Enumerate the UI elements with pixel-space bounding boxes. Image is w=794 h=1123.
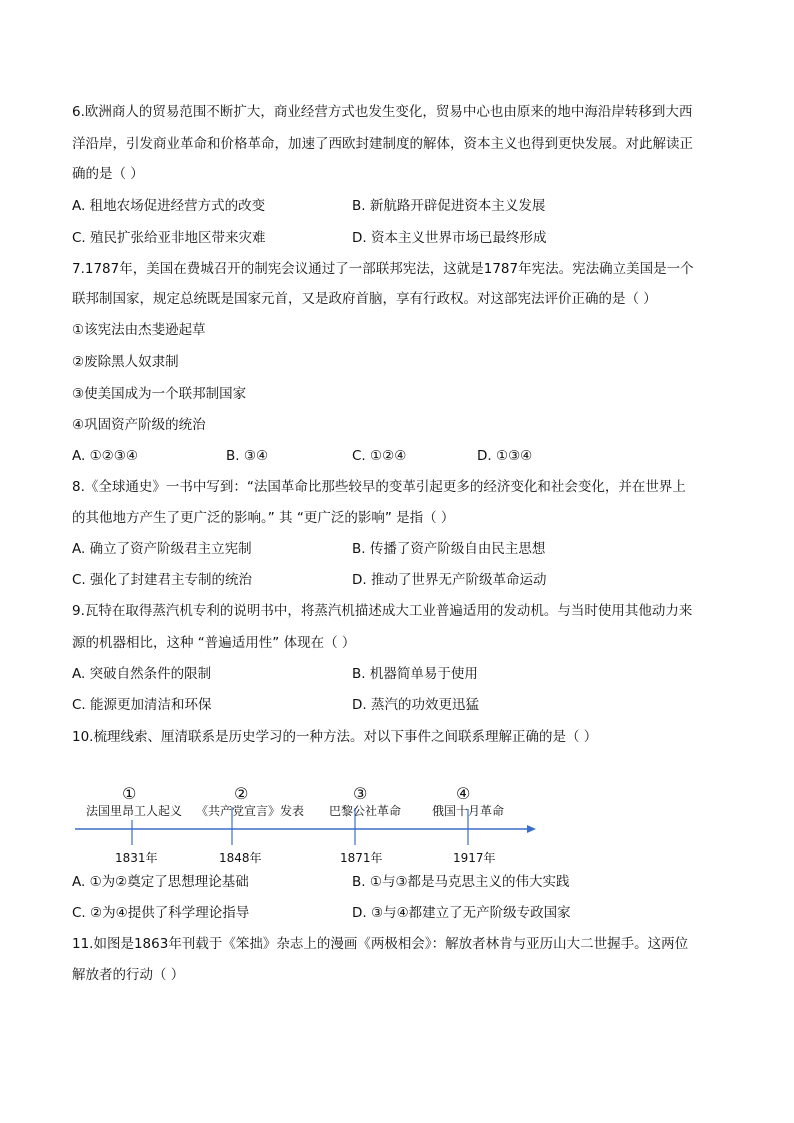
timeline-event-4-number: ④: [456, 784, 471, 803]
q7-option-d: D. ①③④: [477, 448, 533, 464]
q10-option-a: A. ①为②奠定了思想理论基础: [72, 874, 249, 890]
timeline-event-3-year: 1871年: [340, 851, 383, 865]
q7-stem-line2: 联邦制国家，规定总统既是国家元首，又是政府首脑，享有行政权。对这部宪法评价正确的是（ ）: [72, 291, 657, 307]
q7-option-c: C. ①②④: [352, 448, 407, 464]
q9-option-d: D. 蒸汽的功效更迅猛: [352, 697, 479, 713]
q8-option-c: C. 强化了封建君主专制的统治: [72, 572, 253, 588]
q9-option-a: A. 突破自然条件的限制: [72, 666, 212, 682]
q10-timeline-figure: [70, 782, 550, 864]
q7-option-b: B. ③④: [226, 448, 269, 464]
timeline-event-2-year: 1848年: [219, 851, 262, 865]
q8-stem-line2: 的其他地方产生了更广泛的影响。” 其 “更广泛的影响” 是指（ ）: [72, 510, 455, 526]
timeline-event-3-label: 巴黎公社革命: [329, 804, 402, 818]
timeline-event-2-number: ②: [234, 784, 249, 803]
q9-stem-line1: 9.瓦特在取得蒸汽机专利的说明书中，将蒸汽机描述成大工业普遍适用的发动机。与当时使用其他动力来: [72, 603, 693, 619]
timeline-event-1-year: 1831年: [115, 851, 158, 865]
timeline-arrowhead: [527, 825, 536, 833]
timeline-event-4-label: 俄国十月革命: [432, 804, 505, 818]
q7-item-2: ②废除黑人奴隶制: [72, 354, 179, 370]
q8-option-d: D. 推动了世界无产阶级革命运动: [352, 572, 547, 588]
q9-option-b: B. 机器简单易于使用: [352, 666, 478, 682]
q7-stem-line1: 7.1787年，美国在费城召开的制宪会议通过了一部联邦宪法，这就是1787年宪法。宪法确立美国是一个: [72, 261, 694, 277]
q10-option-c: C. ②为④提供了科学理论指导: [72, 905, 250, 921]
q7-option-a: A. ①②③④: [72, 448, 138, 464]
q10-option-d: D. ③与④都建立了无产阶级专政国家: [352, 905, 571, 921]
q7-item-3: ③使美国成为一个联邦制国家: [72, 386, 247, 402]
q10-option-b: B. ①与③都是马克思主义的伟大实践: [352, 874, 570, 890]
q6-stem-line2: 洋沿岸，引发商业革命和价格革命，加速了西欧封建制度的解体，资本主义也得到更快发展。对此解读正: [72, 136, 693, 152]
q11-stem-line1: 11.如图是1863年刊载于《笨拙》杂志上的漫画《两极相会》：解放者林肯与亚历山大二世握手。这两位: [72, 936, 689, 952]
timeline-event-1-label: 法国里昂工人起义: [86, 804, 183, 818]
timeline-event-1-number: ①: [122, 784, 137, 803]
q6-option-a: A. 租地农场促进经营方式的改变: [72, 198, 266, 214]
timeline-event-4-year: 1917年: [453, 851, 496, 865]
q8-option-b: B. 传播了资产阶级自由民主思想: [352, 541, 546, 557]
q6-stem-line1: 6.欧洲商人的贸易范围不断扩大，商业经营方式也发生变化，贸易中心也由原来的地中海沿岸转移到大西: [72, 104, 693, 120]
q6-option-c: C. 殖民扩张给亚非地区带来灾难: [72, 230, 266, 246]
q9-option-c: C. 能源更加清洁和环保: [72, 697, 212, 713]
q10-stem-line1: 10.梳理线索、厘清联系是历史学习的一种方法。对以下事件之间联系理解正确的是（ ）: [72, 729, 598, 745]
q8-option-a: A. 确立了资产阶级君主立宪制: [72, 541, 252, 557]
q7-item-4: ④巩固资产阶级的统治: [72, 417, 206, 433]
q6-stem-line3: 确的是（ ）: [72, 166, 144, 182]
q11-stem-line2: 解放者的行动（ ）: [72, 967, 185, 983]
q9-stem-line2: 源的机器相比，这种 “普遍适用性” 体现在（ ）: [72, 635, 356, 651]
q7-item-1: ①该宪法由杰斐逊起草: [72, 322, 206, 338]
q8-stem-line1: 8.《全球通史》一书中写到：“法国革命比那些较早的变革引起更多的经济变化和社会变化，并在世界上: [72, 479, 686, 495]
q6-option-b: B. 新航路开辟促进资本主义发展: [352, 198, 546, 214]
q6-option-d: D. 资本主义世界市场已最终形成: [352, 230, 547, 246]
timeline-event-3-number: ③: [353, 784, 368, 803]
timeline-event-2-label: 《共产党宣言》发表: [196, 804, 305, 818]
